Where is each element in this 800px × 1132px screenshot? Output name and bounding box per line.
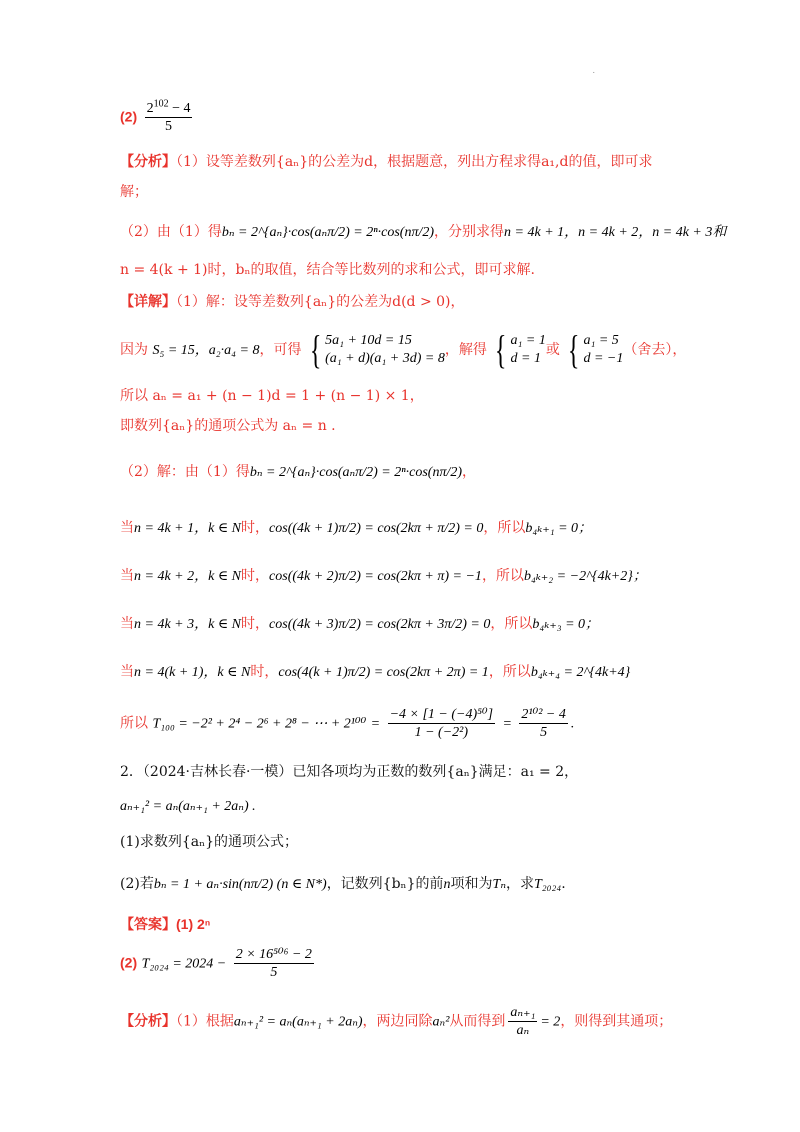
- answer1-part2: [120, 100, 740, 135]
- answer-label: (2): [120, 108, 138, 125]
- detail2-intro: （2）解：由（1）得bₙ = 2^{aₙ}·cos(aₙπ/2) = 2ⁿ·cos(nπ/2)，: [120, 464, 477, 480]
- problem2-q1: (1)求数列{aₙ}的通项公式；: [120, 834, 299, 850]
- answer2-part1: 【答案】(1) 2ⁿ: [120, 916, 211, 933]
- detail2-case-4: 当n = 4(k + 1)，k ∈ N时，cos(4(k + 1)π/2) = cos(2kπ + 2π) = 1，所以b₄ₖ₊₄ = 2^{4k+4}: [120, 664, 631, 680]
- corner-mark: .: [592, 66, 595, 75]
- detail1-so: 所以 aₙ = a₁ + (n − 1)d = 1 + (n − 1) × 1，: [120, 388, 424, 404]
- analysis1-line1-tail: 解；: [120, 184, 148, 200]
- detail1-line1: 【详解】（1）解：设等差数列{aₙ}的公差为d(d > 0)，: [120, 294, 465, 310]
- detail1-system: 因为 S₅ = 15，a₂·a₄ = 8，可得 { 5a₁ + 10d = 15 (a₁ + d)(a₁ + 3d) = 8 ，解得 { a₁ = 1 d = 1 或 { a₁ = 5 d = −1 （舍去），: [120, 327, 687, 372]
- analysis1-line2: （2）由（1）得bₙ = 2^{aₙ}·cos(aₙπ/2) = 2ⁿ·cos(nπ/2)，分别求得n = 4k + 1，n = 4k + 2，n = 4k + 3和: [120, 224, 727, 240]
- analysis1-line3: n = 4(k + 1)时，bₙ的取值，结合等比数列的求和公式，即可求解.: [120, 262, 535, 278]
- problem2-recurrence: aₙ₊₁² = aₙ(aₙ₊₁ + 2aₙ) .: [120, 799, 256, 814]
- detail2-case-1: 当n = 4k + 1，k ∈ N时，cos((4k + 1)π/2) = cos(2kπ + π/2) = 0，所以b₄ₖ₊₁ = 0；: [120, 520, 593, 536]
- problem2-stem: 2．（2024·吉林长春·一模）已知各项均为正数的数列{aₙ}满足：a₁ = 2，: [120, 764, 579, 780]
- analysis2-line: 【分析】（1）根据aₙ₊₁² = aₙ(aₙ₊₁ + 2aₙ)，两边同除aₙ²从而得到 $\frac{\text{aₙ₊₁}}{\text{aₙ}}$ = 2，则得到其通项；: [120, 1005, 673, 1038]
- problem2-q2: (2)若bₙ = 1 + aₙ·sin(nπ/2) (n ∈ N*)，记数列{bₙ}的前n项和为Tₙ，求T₂₀₂₄.: [120, 876, 566, 892]
- detail1-general: 即数列{aₙ}的通项公式为 aₙ = n .: [120, 418, 336, 434]
- answer2-part2: (2) T₂₀₂₄ = 2024 − $\frac{\text{2 × 16⁵⁰⁶ − 2}}{5}$: [120, 947, 312, 980]
- answer-fraction: $\frac{2^{102} - 4}{5}$: [146, 98, 191, 134]
- detail2-case-3: 当n = 4k + 3，k ∈ N时，cos((4k + 3)π/2) = cos(2kπ + 3π/2) = 0，所以b₄ₖ₊₃ = 0；: [120, 616, 600, 632]
- detail2-sum: 所以 T₁₀₀ = −2² + 2⁴ − 2⁶ + 2⁸ − ⋯ + 2¹⁰⁰ = $\frac{\text{−4 × [1 − (−4)⁵⁰]}}{\text{1 − (−2²)}}$ = $\frac{\text{2¹⁰² − 4}}{5}$ .: [120, 707, 575, 740]
- detail2-case-2: 当n = 4k + 2，k ∈ N时，cos((4k + 2)π/2) = cos(2kπ + π) = −1，所以b₄ₖ₊₂ = −2^{4k+2}；: [120, 568, 647, 584]
- analysis1-line1: 【分析】（1）设等差数列{aₙ}的公差为d，根据题意，列出方程求得a₁,d的值，即可求: [120, 154, 653, 170]
